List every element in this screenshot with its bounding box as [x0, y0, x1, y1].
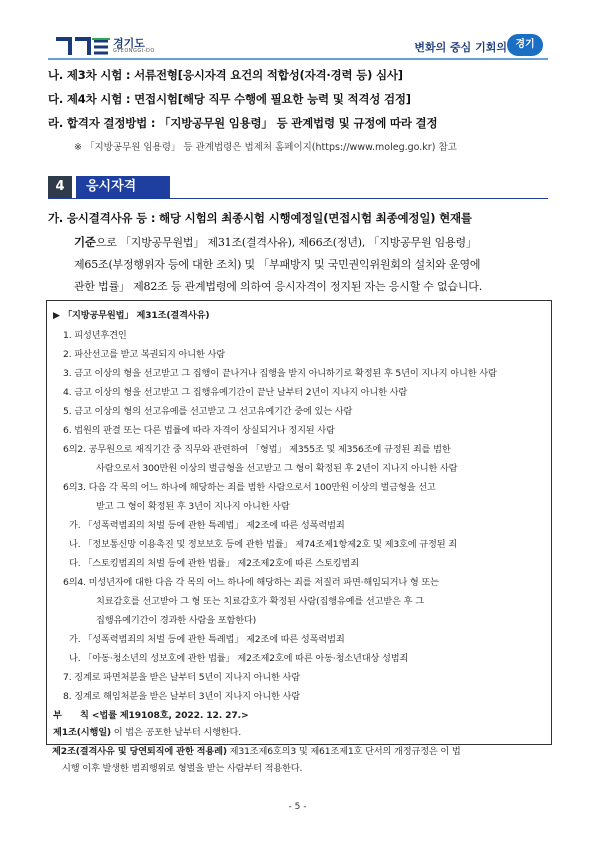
exam-note: ※ 「지방공무원 임용령」 등 관계법령은 법제처 홈페이지(https://www.moleg.go.kr) 참고	[74, 142, 457, 153]
para-line-4: 관한 법률」 제82조 등 관계법령에 의하여 응시자격이 정지된 자는 응시할 수 없습니다.	[74, 280, 483, 293]
para-line-2-rest: 으로 「지방공무원법」 제31조(결격사유), 제66조(정년), 「지방공무원 임용령」	[95, 236, 477, 249]
box-line: 6의2. 공무원으로 재직기간 중 직무와 관련하여 「형법」 제355조 및 제356조에 규정된 죄를 범한	[63, 444, 451, 455]
addendum-art2-line-2: 시행 이후 발생한 범죄행위로 형벌을 받는 사람부터 적용한다.	[62, 763, 303, 774]
box-line: 가. 「성폭력범죄의 처벌 등에 관한 특례법」 제2조에 따른 성폭력범죄	[69, 634, 345, 645]
addendum-title: 부 칙 <법률 제19108호, 2022. 12. 27.>	[53, 710, 249, 721]
box-line: 4. 금고 이상의 형을 선고받고 그 집행유예기간이 끝난 날부터 2년이 지나지 아니한 사람	[63, 387, 408, 398]
exam-item-3: 나. 제3차 시험 : 서류전형[응시자격 요건의 적합성(자격·경력 등) 심사]	[48, 68, 403, 82]
exam-item-result: 라. 합격자 결정방법 : 「지방공무원 임용령」 등 관계법령 및 규정에 따라 결정	[48, 116, 438, 130]
para-line-3: 제65조(부정행위자 등에 대한 조치) 및 「부패방지 및 국민권익위원회의 설치와 운영에	[74, 258, 481, 271]
box-line: 치료감호를 선고받아 그 형 또는 치료감호가 확정된 사람(집행유예를 선고받은 후 그	[96, 596, 424, 607]
box-line: 6의4. 미성년자에 대한 다음 각 목의 어느 하나에 해당하는 죄를 저질러 파면·해임되거나 형 또는	[63, 577, 439, 588]
addendum-art1-heading: 제1조(시행일)	[53, 727, 111, 738]
logo-text: 경기도	[113, 37, 145, 50]
para-line-1: 가. 응시결격사유 등 : 해당 시험의 최종시험 시행예정일(면접시험 최종예정일) 현재를	[48, 211, 472, 225]
box-line: 나. 「정보통신망 이용촉진 및 정보보호 등에 관한 법률」 제74조제1항제2호 및 제3호에 규정된 죄	[69, 539, 457, 550]
para-line-2-bold: 기준	[74, 235, 96, 249]
header-divider	[48, 58, 548, 60]
para-line-2	[74, 234, 477, 250]
logo-mark-icon	[56, 37, 110, 55]
section-divider	[48, 198, 548, 199]
addendum-art1-text: 이 법은 공포한 날부터 시행한다.	[110, 727, 242, 738]
section-number: 4	[48, 176, 72, 198]
box-line: 7. 징계로 파면처분을 받은 날부터 5년이 지나지 아니한 사람	[63, 672, 301, 683]
box-title: ▶ 「지방공무원법」 제31조(결격사유)	[53, 310, 210, 321]
exam-item-4: 다. 제4차 시험 : 면접시험[해당 직무 수행에 필요한 능력 및 적격성 검정]	[48, 92, 411, 106]
section-title: 응시자격	[76, 176, 170, 198]
box-line: 가. 「성폭력범죄의 처벌 등에 관한 특례법」 제2조에 따른 성폭력범죄	[69, 520, 345, 531]
box-line: 6. 법원의 판결 또는 다른 법률에 따라 자격이 상실되거나 정지된 사람	[63, 425, 335, 436]
addendum-art2	[52, 743, 461, 757]
law-excerpt-box	[46, 300, 552, 745]
box-line: 받고 그 형이 확정된 후 3년이 지나지 아니한 사람	[96, 501, 290, 512]
box-line: 2. 파산선고를 받고 복권되지 아니한 사람	[63, 349, 225, 360]
box-line: 사람으로서 300만원 이상의 벌금형을 선고받고 그 형이 확정된 후 2년이 지나지 아니한 사람	[96, 463, 458, 474]
box-line: 8. 징계로 해임처분을 받은 날부터 3년이 지나지 아니한 사람	[63, 691, 301, 702]
addendum-art2-text: 제31조제6호의3 및 제61조제1호 단서의 개정규정은 이 법	[226, 746, 461, 757]
slogan-badge: 경기	[507, 34, 543, 56]
page-header	[0, 0, 595, 64]
gyeonggi-logo	[56, 35, 156, 57]
box-line: 나. 「아동·청소년의 성보호에 관한 법률」 제2조제2호에 따른 아동·청소년대상 성범죄	[69, 653, 409, 664]
box-line: 다. 「스토킹범죄의 처벌 등에 관한 법률」 제2조제2호에 따른 스토킹범죄	[69, 558, 359, 569]
addendum-art1	[53, 724, 241, 738]
slogan: 변화의 중심 기회의	[414, 41, 507, 54]
page-number: - 5 -	[288, 802, 307, 812]
logo-subtext: GYEONGGI-DO	[113, 48, 155, 54]
box-line: 3. 금고 이상의 형을 선고받고 그 집행이 끝나거나 집행을 받지 아니하기로 확정된 후 5년이 지나지 아니한 사람	[63, 368, 497, 379]
box-line: 집행유예기간이 경과한 사람을 포함한다)	[96, 615, 257, 626]
box-line: 1. 피성년후견인	[63, 330, 127, 341]
box-line: 6의3. 다음 각 목의 어느 하나에 해당하는 죄를 범한 사람으로서 100만원 이상의 벌금형을 선고	[63, 482, 436, 493]
box-line: 5. 금고 이상의 형의 선고유예를 선고받고 그 선고유예기간 중에 있는 사람	[63, 406, 353, 417]
addendum-art2-heading: 제2조(결격사유 및 당연퇴직에 관한 적용례)	[52, 746, 227, 757]
